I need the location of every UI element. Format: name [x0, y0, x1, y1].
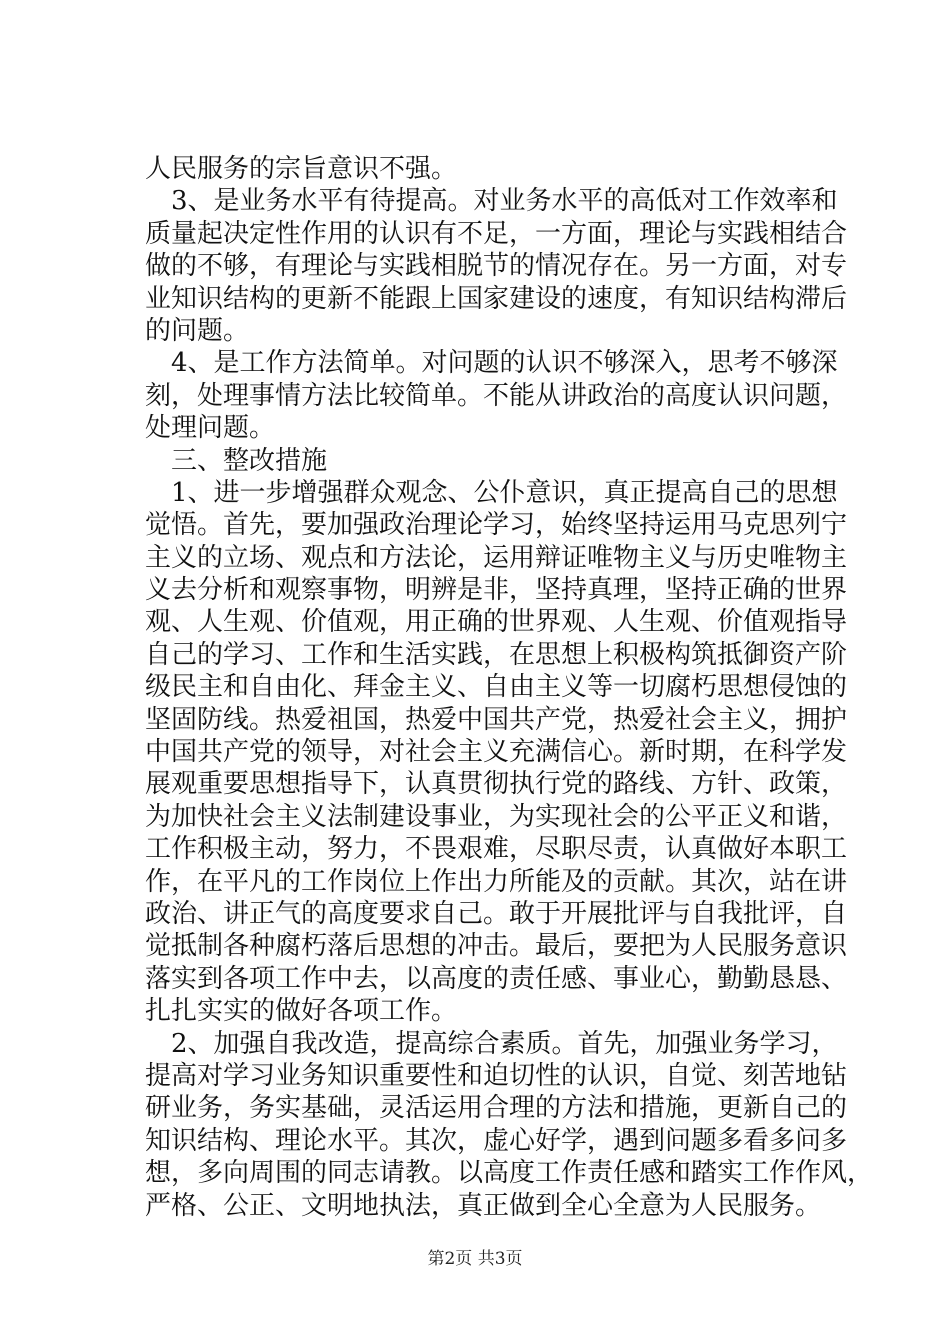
text-line: 处理问题。: [145, 413, 276, 444]
text-line: 想，多向周围的同志请教。以高度工作责任感和踏实工作作风，: [145, 1158, 874, 1189]
text-line: 人民服务的宗旨意识不强。: [145, 154, 458, 184]
text-line: 自己的学习、工作和生活实践，在思想上积极构筑抵御资产阶: [145, 639, 848, 670]
body-text: [145, 153, 874, 1222]
text-line: 做的不够，有理论与实践相脱节的情况存在。另一方面，对专: [145, 251, 848, 282]
text-line: 觉抵制各种腐朽落后思想的冲击。最后，要把为人民服务意识: [145, 931, 848, 962]
text-line: 知识结构、理论水平。其次，虚心好学，遇到问题多看多问多: [145, 1125, 848, 1156]
text-line: 提高对学习业务知识重要性和迫切性的认识，自觉、刻苦地钻: [145, 1060, 848, 1091]
text-line: 1、进一步增强群众观念、公仆意识，真正提高自己的思想: [171, 477, 838, 508]
text-line: 级民主和自由化、拜金主义、自由主义等一切腐朽思想侵蚀的: [145, 672, 848, 703]
text-line: 刻，处理事情方法比较简单。不能从讲政治的高度认识问题，: [145, 380, 848, 411]
text-line: 工作积极主动，努力，不畏艰难，尽职尽责，认真做好本职工: [145, 834, 848, 865]
text-line: 展观重要思想指导下，认真贯彻执行党的路线、方针、政策，: [145, 769, 848, 800]
text-line: 为加快社会主义法制建设事业，为实现社会的公平正义和谐，: [145, 801, 848, 832]
text-line: 落实到各项工作中去，以高度的责任感、事业心，勤勤恳恳、: [145, 963, 848, 994]
text-line: 的问题。: [145, 315, 250, 346]
text-line: 作，在平凡的工作岗位上作出力所能及的贡献。其次，站在讲: [145, 866, 848, 897]
text-line: 扎扎实实的做好各项工作。: [145, 996, 458, 1027]
text-line: 主义的立场、观点和方法论，运用辩证唯物主义与历史唯物主: [145, 542, 848, 573]
text-line: 政治、讲正气的高度要求自己。敢于开展批评与自我批评，自: [145, 898, 848, 929]
page-number-footer: 第2页 共3页: [427, 1249, 523, 1269]
text-line: 觉悟。首先，要加强政治理论学习，始终坚持运用马克思列宁: [145, 510, 848, 541]
text-line: 3、是业务水平有待提高。对业务水平的高低对工作效率和: [171, 186, 838, 217]
section-heading: 三、整改措施: [171, 445, 328, 476]
text-line: 观、人生观、价值观，用正确的世界观、人生观、价值观指导: [145, 607, 848, 638]
text-line: 中国共产党的领导，对社会主义充满信心。新时期，在科学发: [145, 737, 848, 768]
text-line: 研业务，务实基础，灵活运用合理的方法和措施，更新自己的: [145, 1093, 848, 1124]
text-line: 4、是工作方法简单。对问题的认识不够深入，思考不够深: [171, 348, 838, 379]
text-line: 义去分析和观察事物，明辨是非，坚持真理，坚持正确的世界: [145, 575, 848, 606]
text-line: 质量起决定性作用的认识有不足，一方面，理论与实践相结合: [145, 218, 848, 249]
text-line: 2、加强自我改造，提高综合素质。首先，加强业务学习，: [171, 1028, 838, 1059]
text-line: 业知识结构的更新不能跟上国家建设的速度，有知识结构滞后: [145, 283, 848, 314]
text-line: 坚固防线。热爱祖国，热爱中国共产党，热爱社会主义，拥护: [145, 704, 848, 735]
text-line: 严格、公正、文明地执法，真正做到全心全意为人民服务。: [145, 1190, 822, 1221]
